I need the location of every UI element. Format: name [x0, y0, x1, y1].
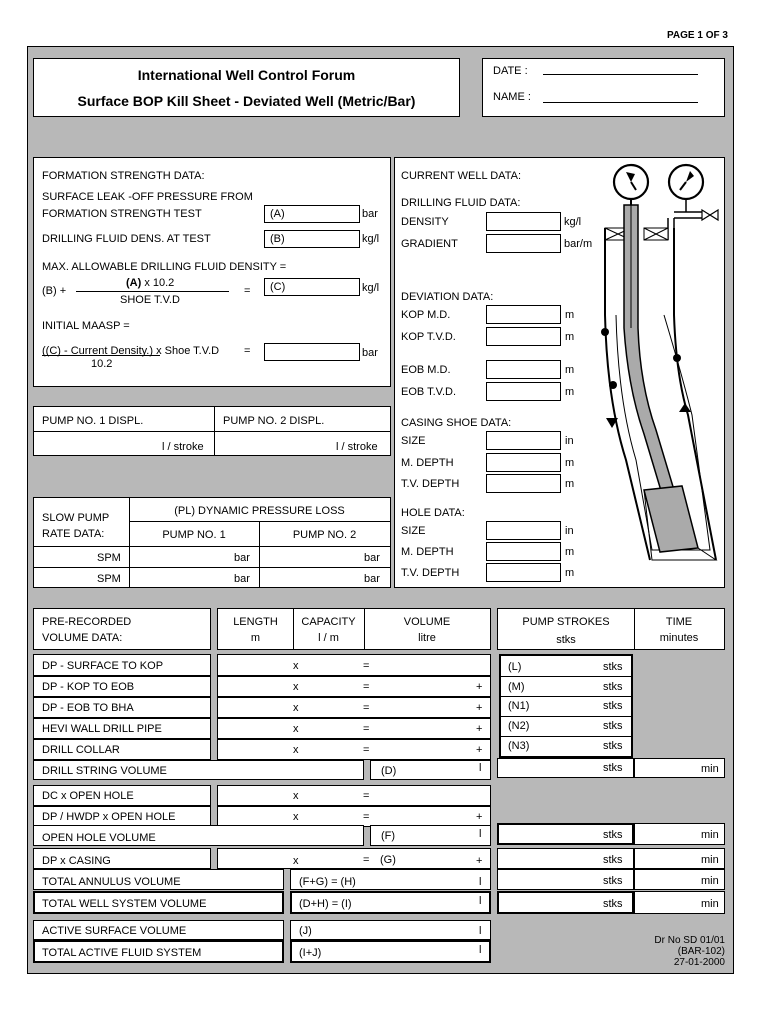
- row-label-dp-open-hole: [33, 806, 211, 827]
- row-label-drill-string-volume: [33, 760, 364, 780]
- min: min: [701, 763, 719, 775]
- drawing-code: (BAR-102): [677, 946, 725, 957]
- code-d: (D): [381, 765, 397, 777]
- slow-pump-rate-box: [33, 497, 391, 588]
- deviation-heading: DEVIATION DATA:: [401, 291, 494, 303]
- drill-string-strokes-field[interactable]: [497, 758, 634, 778]
- well-schematic: [590, 160, 722, 580]
- dp-casing-time-field[interactable]: [634, 848, 725, 869]
- capacity-unit: l / m: [318, 632, 339, 644]
- eob-md-label: EOB M.D.: [401, 364, 451, 376]
- in-unit: in: [565, 525, 574, 537]
- numerator-a: (A): [126, 277, 142, 289]
- maasp-fraction-line: [42, 355, 160, 356]
- row-label-active-surface: [33, 920, 284, 940]
- label: HEVI WALL DRILL PIPE: [42, 723, 162, 735]
- stks: stks: [603, 720, 623, 732]
- gradient-unit: bar/m: [564, 238, 593, 250]
- drawing-number: Dr No SD 01/01: [654, 935, 725, 946]
- divider: [34, 431, 390, 432]
- label: TOTAL ACTIVE FLUID SYSTEM: [42, 947, 202, 959]
- divider: [501, 696, 631, 697]
- volume-column-headers: [217, 608, 491, 650]
- hole-tvdepth-label: T.V. DEPTH: [401, 567, 460, 579]
- eob-md-field[interactable]: [486, 360, 561, 379]
- active-surface-field[interactable]: [290, 920, 491, 940]
- gradient-field[interactable]: [486, 234, 561, 253]
- hole-heading: HOLE DATA:: [401, 507, 465, 519]
- row-label-dp-kop-eob: [33, 676, 211, 697]
- code-ij: (I+J): [299, 947, 322, 959]
- casing-size-label: SIZE: [401, 435, 426, 447]
- code-m: (M): [508, 681, 525, 693]
- casing-mdepth-label: M. DEPTH: [401, 457, 454, 469]
- casing-mdepth-field[interactable]: [486, 453, 561, 472]
- eq: =: [363, 681, 370, 693]
- casing-shoe-heading: CASING SHOE DATA:: [401, 417, 512, 429]
- pump1-header: PUMP NO. 1: [162, 529, 226, 541]
- litre: l: [479, 925, 482, 937]
- divider: [501, 716, 631, 717]
- eq: =: [363, 744, 370, 756]
- label: DP - EOB TO BHA: [42, 702, 134, 714]
- divider: [501, 676, 631, 677]
- row-label-open-hole-volume: [33, 825, 364, 846]
- stks: stks: [603, 898, 623, 910]
- formation-strength-box: [33, 157, 391, 387]
- label: ACTIVE SURFACE VOLUME: [42, 925, 187, 937]
- length-unit: m: [250, 632, 261, 644]
- field-a[interactable]: (A): [264, 205, 360, 223]
- title-box: [33, 58, 460, 117]
- m-unit: m: [565, 331, 575, 343]
- plus: +: [476, 723, 483, 735]
- litre: l: [479, 828, 482, 840]
- slop-label-2: FORMATION STRENGTH TEST: [42, 208, 202, 220]
- code-g: (G): [380, 854, 396, 866]
- name-field[interactable]: [543, 102, 698, 103]
- row-label-dc-open-hole: [33, 785, 211, 806]
- form-title: International Well Control Forum: [137, 67, 356, 83]
- unit-b: kg/l: [362, 233, 380, 245]
- bar-unit: bar: [364, 552, 380, 564]
- length-header: LENGTH: [233, 616, 278, 628]
- pump1-displ-label: PUMP NO. 1 DISPL.: [42, 415, 144, 427]
- volume-header: VOLUME: [403, 616, 451, 628]
- row-label-dp-casing: [33, 848, 211, 869]
- eq: =: [363, 702, 370, 714]
- row-label-dp-eob-bha: [33, 697, 211, 718]
- bar-unit: bar: [364, 573, 380, 585]
- hole-size-label: SIZE: [401, 525, 426, 537]
- date-label: DATE :: [493, 65, 528, 77]
- plus: +: [476, 744, 483, 756]
- dens-at-test-label: DRILLING FLUID DENS. AT TEST: [42, 233, 211, 245]
- x: x: [293, 790, 299, 802]
- name-label: NAME :: [493, 91, 531, 103]
- m-unit: m: [565, 567, 575, 579]
- min: min: [701, 854, 719, 866]
- stks: stks: [603, 854, 623, 866]
- numerator-rest: x 10.2: [141, 277, 175, 289]
- m-unit: m: [565, 457, 575, 469]
- drawing-date: 27-01-2000: [673, 957, 725, 968]
- bar-unit: bar: [234, 573, 250, 585]
- eq: =: [363, 811, 370, 823]
- drill-string-time-field[interactable]: [634, 758, 725, 778]
- m-unit: m: [565, 386, 575, 398]
- stks: stks: [603, 740, 623, 752]
- row-label-total-well-system: [33, 891, 284, 914]
- label: DC x OPEN HOLE: [42, 790, 134, 802]
- x: x: [293, 660, 299, 672]
- total-annulus-time-field[interactable]: [634, 869, 725, 890]
- pump-strokes-header: PUMP STROKES: [522, 616, 610, 628]
- m-unit: m: [565, 546, 575, 558]
- divider: [129, 521, 390, 522]
- row-label-hevi: [33, 718, 211, 739]
- page-number: PAGE 1 OF 3: [667, 30, 728, 41]
- hole-size-field[interactable]: [486, 521, 561, 540]
- row-calc-dp-open-hole[interactable]: [217, 806, 491, 827]
- m-unit: m: [565, 309, 575, 321]
- total-annulus-field[interactable]: [290, 869, 491, 890]
- maasp-unit: bar: [362, 347, 378, 359]
- stks: stks: [603, 762, 623, 774]
- density-field[interactable]: [486, 212, 561, 231]
- fraction-line: [76, 291, 229, 292]
- pump-strokes-unit: stks: [556, 634, 576, 646]
- drill-string-volume-field[interactable]: [370, 760, 491, 780]
- label: DP / HWDP x OPEN HOLE: [42, 811, 176, 823]
- open-hole-time-field[interactable]: [634, 823, 725, 845]
- row-label-dp-surface-kop: [33, 654, 211, 676]
- min: min: [701, 829, 719, 841]
- eob-tvd-label: EOB T.V.D.: [401, 386, 457, 398]
- strokes-group: [499, 654, 633, 758]
- hole-mdepth-field[interactable]: [486, 542, 561, 561]
- stks: stks: [603, 829, 623, 841]
- kop-md-label: KOP M.D.: [401, 309, 451, 321]
- x: x: [293, 702, 299, 714]
- casing-tvdepth-field[interactable]: [486, 474, 561, 493]
- prerecorded-label-1: PRE-RECORDED: [42, 616, 132, 628]
- min: min: [701, 898, 719, 910]
- pump1-displ-unit: l / stroke: [162, 441, 204, 453]
- min: min: [701, 875, 719, 887]
- slop-label-1: SURFACE LEAK -OFF PRESSURE FROM: [42, 191, 253, 203]
- date-name-box: [482, 58, 725, 117]
- open-hole-volume-field[interactable]: [370, 825, 491, 846]
- pump2-displ-label: PUMP NO. 2 DISPL.: [223, 415, 325, 427]
- label: DP - KOP TO EOB: [42, 681, 135, 693]
- eq: =: [363, 854, 370, 866]
- gradient-label: GRADIENT: [401, 238, 458, 250]
- capacity-header: CAPACITY: [301, 616, 356, 628]
- kop-tvd-field[interactable]: [486, 327, 561, 346]
- spm-label-1: SPM: [97, 552, 121, 564]
- total-well-system-time-field[interactable]: [634, 891, 725, 914]
- litre: l: [479, 876, 482, 888]
- numerator: [126, 278, 174, 289]
- code-n3: (N3): [508, 740, 530, 752]
- bha-icon: [644, 486, 698, 552]
- m-unit: m: [565, 364, 575, 376]
- form-subtitle: Surface BOP Kill Sheet - Deviated Well (Metric/Bar): [77, 93, 416, 109]
- prerecorded-label-2: VOLUME DATA:: [42, 632, 123, 644]
- maasp-equals: =: [244, 345, 251, 357]
- formation-heading: FORMATION STRENGTH DATA:: [42, 170, 205, 182]
- divider: [34, 567, 390, 568]
- label: TOTAL WELL SYSTEM VOLUME: [42, 898, 207, 910]
- maasp-denominator: 10.2: [91, 358, 113, 370]
- hole-tvdepth-field[interactable]: [486, 563, 561, 582]
- max-density-label: MAX. ALLOWABLE DRILLING FLUID DENSITY =: [42, 261, 287, 273]
- denominator: SHOE T.V.D: [120, 294, 180, 306]
- b-plus: (B) +: [42, 285, 67, 297]
- m-unit: m: [565, 478, 575, 490]
- fluid-heading: DRILLING FLUID DATA:: [401, 197, 521, 209]
- dp-casing-strokes-field[interactable]: [497, 848, 634, 869]
- maasp-field[interactable]: [264, 343, 360, 361]
- row-label-drill-collar: [33, 739, 211, 760]
- litre: l: [479, 895, 482, 907]
- row-calc-dc-open-hole[interactable]: [217, 785, 491, 806]
- unit-a: bar: [362, 208, 378, 220]
- code-n2: (N2): [508, 720, 530, 732]
- in-unit: in: [565, 435, 574, 447]
- prerecorded-header: [33, 608, 211, 650]
- label: TOTAL ANNULUS VOLUME: [42, 876, 181, 888]
- strokes-time-header: [497, 608, 725, 650]
- total-well-system-strokes-field[interactable]: [497, 891, 634, 914]
- field-b[interactable]: (B): [264, 230, 360, 248]
- x: x: [293, 744, 299, 756]
- density-unit: kg/l: [564, 216, 582, 228]
- maasp-formula: ((C) - Current Density.) x Shoe T.V.D: [42, 345, 220, 357]
- plus: +: [476, 855, 483, 867]
- litre: l: [479, 944, 482, 956]
- unit-c: kg/l: [362, 282, 380, 294]
- code-n1: (N1): [508, 700, 530, 712]
- row-calc-dp-eob-bha[interactable]: [217, 697, 491, 718]
- equals: =: [244, 285, 251, 297]
- total-annulus-strokes-field[interactable]: [497, 869, 634, 890]
- x: x: [293, 855, 299, 867]
- code-fgh: (F+G) = (H): [299, 876, 356, 888]
- plus: +: [476, 811, 483, 823]
- litre: l: [479, 762, 482, 774]
- dynamic-pressure-header: (PL) DYNAMIC PRESSURE LOSS: [174, 505, 345, 517]
- bar-unit: bar: [234, 552, 250, 564]
- x: x: [293, 723, 299, 735]
- row-label-total-annulus: [33, 869, 284, 890]
- label: OPEN HOLE VOLUME: [42, 832, 156, 844]
- row-calc-drill-collar[interactable]: [217, 739, 491, 760]
- eq: =: [363, 723, 370, 735]
- total-active-fluid-field[interactable]: [290, 940, 491, 963]
- current-well-data-box: [394, 157, 725, 588]
- code-j: (J): [299, 925, 312, 937]
- pump2-displ-unit: l / stroke: [336, 441, 378, 453]
- total-well-system-field[interactable]: [290, 891, 491, 914]
- field-c[interactable]: (C): [264, 278, 360, 296]
- plus: +: [476, 681, 483, 693]
- stks: stks: [603, 700, 623, 712]
- divider: [501, 736, 631, 737]
- pump2-header: PUMP NO. 2: [292, 529, 357, 541]
- plus: +: [476, 702, 483, 714]
- pump-displacement-box: [33, 406, 391, 456]
- row-calc-dp-kop-eob[interactable]: [217, 676, 491, 697]
- kop-md-field[interactable]: [486, 305, 561, 324]
- eq: =: [363, 790, 370, 802]
- label: DP - SURFACE TO KOP: [42, 660, 164, 672]
- density-label: DENSITY: [401, 216, 449, 228]
- slow-pump-label-1: SLOW PUMP: [42, 512, 110, 524]
- label: DRILL COLLAR: [42, 744, 120, 756]
- row-calc-dp-surface-kop[interactable]: [217, 654, 491, 676]
- time-header: TIME: [665, 616, 693, 628]
- well-heading: CURRENT WELL DATA:: [401, 170, 521, 182]
- x: x: [293, 681, 299, 693]
- hole-mdepth-label: M. DEPTH: [401, 546, 454, 558]
- code-f: (F): [381, 830, 396, 842]
- maasp-label: INITIAL MAASP =: [42, 320, 130, 332]
- code-dhi: (D+H) = (I): [299, 898, 352, 910]
- stks: stks: [603, 681, 623, 693]
- eob-tvd-field[interactable]: [486, 382, 561, 401]
- volume-unit: litre: [418, 632, 436, 644]
- spm-label-2: SPM: [97, 573, 121, 585]
- casing-size-field[interactable]: [486, 431, 561, 450]
- divider: [34, 546, 390, 547]
- label: DRILL STRING VOLUME: [42, 765, 167, 777]
- kop-tvd-label: KOP T.V.D.: [401, 331, 456, 343]
- date-field[interactable]: [543, 74, 698, 75]
- open-hole-strokes-field[interactable]: [497, 823, 634, 845]
- row-calc-dp-casing[interactable]: [217, 848, 491, 869]
- stks: stks: [603, 661, 623, 673]
- x: x: [293, 811, 299, 823]
- time-unit: minutes: [659, 632, 699, 644]
- row-label-total-active-fluid: [33, 940, 284, 963]
- casing-tvdepth-label: T.V. DEPTH: [401, 478, 460, 490]
- slow-pump-label-2: RATE DATA:: [42, 528, 105, 540]
- eq: =: [363, 660, 370, 672]
- label: DP x CASING: [42, 855, 111, 867]
- row-calc-hevi[interactable]: [217, 718, 491, 739]
- code-l: (L): [508, 661, 522, 673]
- choke-valve-icon: [702, 210, 718, 220]
- stks: stks: [603, 875, 623, 887]
